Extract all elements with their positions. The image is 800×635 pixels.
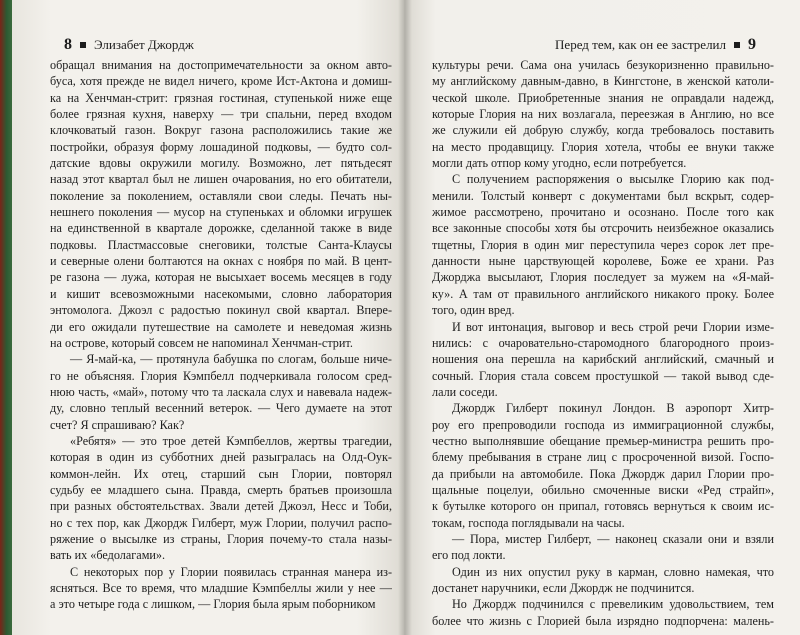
text-line: того, один вред. <box>432 303 515 318</box>
text-line: ческой школе. Приобретенные знания не оправдали надежд, <box>432 90 774 105</box>
text-line: нешнего поколения — мусор на ступеньках и обломки игрушек <box>50 205 392 220</box>
text-line: на единственной в квартале дорожке, сделанной также в виде <box>50 221 392 236</box>
text-line: ди его ожидали путешествие на самолете и неведомая жизнь <box>50 319 392 334</box>
left-running-header <box>64 36 194 54</box>
text-line: подковы. Пластмассовые снеговики, толстые Санта-Клаусы <box>50 237 392 252</box>
text-line: клочковатый газон. Вокруг газона расположились такие же <box>50 123 392 138</box>
text-line: назад этот квартал был не лишен очарования, но его обитатели, <box>50 172 392 187</box>
text-line: менили. Толстый конверт с документами был вскрыт, содер- <box>432 188 774 203</box>
text-line: му английскому давным-давно, в Кингстоне, в женской католи- <box>432 74 774 89</box>
right-page-number: 9 <box>748 36 756 53</box>
text-line: судьбу ее младшего сына. Правда, смерть братьев произошла <box>50 482 392 497</box>
text-line: которые Глория на них возлагала, переезжая в Англию, но все <box>432 107 774 122</box>
text-line: честно выполнявшие обещание премьер-министра решить про- <box>432 433 774 448</box>
left-page-number: 8 <box>64 36 72 53</box>
text-line: ка на Хенчман-стрит: грязная гостиная, ступенькой ниже еще <box>50 90 392 105</box>
text-line: его под локти. <box>432 548 506 563</box>
text-line: датские вдовы окружили могилу. Возможно, лет пятьдесят <box>50 156 392 171</box>
right-running-head: Перед тем, как он ее застрелил <box>555 37 726 52</box>
text-line: и кишит всевозможными насекомыми, словно лаборатория <box>50 286 392 301</box>
text-line: И вот интонация, выговор и весь строй речи Глории изме- <box>452 319 774 334</box>
text-line: вать их «бедолагами». <box>50 548 166 563</box>
text-line: более что жизнь с Глорией была изрядно подпорчена: малень- <box>432 613 774 628</box>
text-line: к бутылке которого он припал, готовясь вернуться к своим ис- <box>432 499 774 514</box>
text-line: — Я-май-ка, — протянула бабушка по слогам, больше ниче- <box>70 352 392 367</box>
text-line: роу его препроводили господа из иммиграционной службы, <box>432 417 774 432</box>
text-line: все законные способы хотя бы отсрочить неизбежное оказались <box>432 221 774 236</box>
text-line: счет? Я спрашиваю? Как? <box>50 417 185 432</box>
text-line: щальные поцелуи, обильно смоченные виски «Ред страйп», <box>432 482 774 497</box>
right-page <box>404 0 800 635</box>
text-line: буса, хотя прежде не видел ничего, кроме Ист-Актона и домиш- <box>50 74 392 89</box>
text-line: нюю часть, «май», потому что та ласкала слух и навевала надеж- <box>50 384 392 399</box>
text-line: ряжение о высылке из страны, Глория почему-то стала назы- <box>50 531 392 546</box>
text-line: же служили ей добрую службу, когда требовалось поставить <box>432 123 774 138</box>
text-line: ре газона — лужа, которая не высыхает восемь месяцев в году <box>50 270 392 285</box>
text-line: лали соседи. <box>432 384 498 399</box>
header-square-bullet <box>734 42 740 48</box>
text-line: Но Джордж подчинился с превеликим удовольствием, тем <box>452 597 774 612</box>
text-line: энтомолога. Джоэл с радостью покинул свой квартал. Впере- <box>50 303 392 318</box>
book-gutter <box>398 0 412 635</box>
text-line: которая в один из субботних дней разыгралась на Олд-Оук- <box>50 450 392 465</box>
text-line: культуры речи. Сама она училась безукоризненно правильно- <box>432 58 774 72</box>
text-line: С получением распоряжения о высылке Глорию как под- <box>452 172 774 187</box>
text-line: да прибыли на автомобиле. Пока Джордж дарил Глории про- <box>432 466 774 481</box>
text-line: ясняться. Все то время, что младшие Кэмпбеллы жили у нее — <box>50 581 392 595</box>
book-cover-edge <box>0 0 12 635</box>
right-page-text <box>432 57 774 629</box>
text-line: коммон-лейн. Их отец, старший сын Глории, повторял <box>50 466 392 481</box>
text-line: постройки, образуя форму лошадиной подковы, — будто сол- <box>50 139 392 154</box>
left-running-head: Элизабет Джордж <box>94 37 194 52</box>
text-line: но с тех пор, как Джордж Гилберт, муж Глории, получил распо- <box>50 515 392 530</box>
text-line: С некоторых пор у Глории появилась странная манера из- <box>70 564 392 579</box>
text-line: а это четыре года с лишком, — Глория была ярым поборником <box>50 597 376 612</box>
right-running-header <box>555 36 756 54</box>
text-line: — Пора, мистер Гилберт, — наконец сказали они и взяли <box>452 531 774 546</box>
text-line: жимое рассмотрено, прочитано и осознано. После того как <box>432 205 774 220</box>
left-page-text <box>50 57 392 613</box>
text-line: на место продавщицу. Глория хотела, чтобы ее внуки также <box>432 139 774 154</box>
text-line: могли дать отпор кому угодно, если потребуется. <box>432 156 687 171</box>
text-line: и северные олени болтаются на окнах с ноября по май. В цент- <box>50 254 392 269</box>
text-line: блему пребывания в стране лиц с просроченной визой. Госпо- <box>432 450 774 465</box>
text-line: ду, словно теплый весенний ветерок. — Чего думаете на этот <box>50 401 392 416</box>
text-line: данности ныне царствующей королеве, Боже ее храни. Раз <box>432 254 774 269</box>
text-line: Один из них опустил руку в карман, словно намекая, что <box>452 564 774 579</box>
text-line: при разных обстоятельствах. Звали детей Джоэл, Несс и Тоби, <box>50 499 392 514</box>
text-line: нились: с очаровательно-старомодного благородного произ- <box>432 335 774 350</box>
text-line: обращал внимания на достопримечательности за окном авто- <box>50 58 392 72</box>
text-line: на острове, который совсем не напоминал Хенчман-стрит. <box>50 335 353 350</box>
text-line: токам, господа поглядывали на часы. <box>432 515 625 530</box>
text-line: ку». А там от правильного английского никакого проку. Более <box>432 286 774 301</box>
text-line: более грязная кухня, наверху — три спальни, перед входом <box>50 107 392 122</box>
text-line: достанет наручники, если Джордж не подчинится. <box>432 581 695 595</box>
text-line: Джордж Гилберт покинул Лондон. В аэропорт Хитр- <box>452 401 774 416</box>
header-square-bullet <box>80 42 86 48</box>
left-page <box>12 0 404 635</box>
text-line: тщетны, Глория в один миг переступила через сорок лет пре- <box>432 237 774 252</box>
text-line: ношения она перешла на карибский английский, смачный и <box>432 352 774 367</box>
text-line: Джорджа высылают, Глория последует за мужем на «Я-май- <box>432 270 774 285</box>
text-line: сочный. Глория стала совсем простушкой — такой вывод сде- <box>432 368 774 383</box>
text-line: го не объясняя. Глория Кэмпбелл подчеркивала голосом сред- <box>50 368 392 383</box>
text-line: поколение за поколением, оставляли свои следы. Печать ны- <box>50 188 392 203</box>
text-line: «Ребятя» — это трое детей Кэмпбеллов, жертвы трагедии, <box>70 433 392 448</box>
